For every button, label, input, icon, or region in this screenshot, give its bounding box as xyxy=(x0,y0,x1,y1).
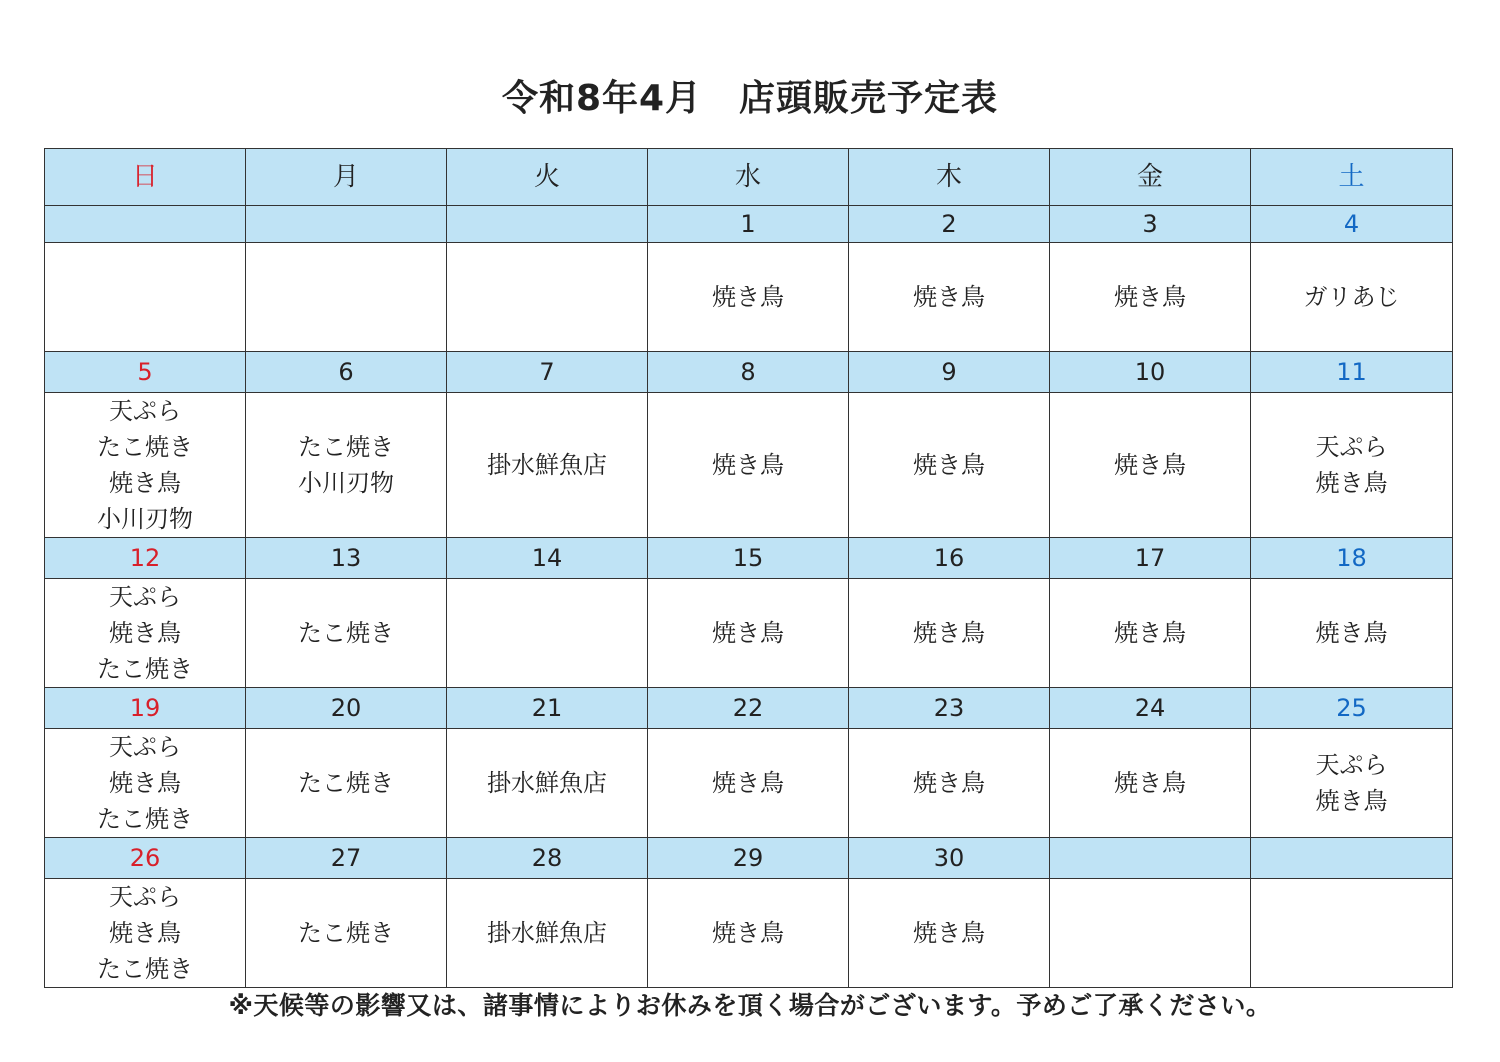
date-cell: 10 xyxy=(1050,352,1251,393)
event-cell xyxy=(1251,393,1453,538)
date-cell: 17 xyxy=(1050,538,1251,579)
event-item: 天ぷら xyxy=(1315,751,1388,779)
date-cell: 11 xyxy=(1251,352,1453,393)
event-cell xyxy=(849,393,1050,538)
events-row xyxy=(45,879,1453,988)
date-cell: 18 xyxy=(1251,538,1453,579)
date-cell xyxy=(447,206,648,243)
date-cell: 29 xyxy=(648,838,849,879)
date-cell: 28 xyxy=(447,838,648,879)
date-cell: 15 xyxy=(648,538,849,579)
date-cell: 7 xyxy=(447,352,648,393)
event-item: たこ焼き xyxy=(97,655,193,683)
date-cell: 16 xyxy=(849,538,1050,579)
event-cell xyxy=(1050,243,1251,352)
event-cell xyxy=(1050,879,1251,988)
event-item: たこ焼き xyxy=(97,433,193,461)
date-cell: 30 xyxy=(849,838,1050,879)
date-cell: 26 xyxy=(45,838,246,879)
event-item: たこ焼き xyxy=(298,433,394,461)
event-item: 小川刃物 xyxy=(97,505,193,533)
date-cell: 27 xyxy=(246,838,447,879)
event-cell xyxy=(246,579,447,688)
event-cell xyxy=(849,729,1050,838)
event-cell xyxy=(447,243,648,352)
calendar-body xyxy=(45,149,1453,988)
event-item: 焼き鳥 xyxy=(109,619,181,647)
event-item: 天ぷら xyxy=(109,883,181,911)
event-item: 焼き鳥 xyxy=(1114,451,1186,479)
date-cell xyxy=(1050,838,1251,879)
event-item: 焼き鳥 xyxy=(1114,769,1186,797)
event-item: 焼き鳥 xyxy=(913,283,985,311)
event-cell xyxy=(447,879,648,988)
event-item: たこ焼き xyxy=(97,955,193,983)
weekday-header-fri: 金 xyxy=(1050,149,1251,206)
weekday-header-sun: 日 xyxy=(45,149,246,206)
event-item: 焼き鳥 xyxy=(712,919,784,947)
event-cell xyxy=(648,243,849,352)
event-item: たこ焼き xyxy=(97,805,193,833)
event-item: 焼き鳥 xyxy=(712,769,784,797)
page-title: 令和8年4月 店頭販売予定表 xyxy=(501,78,999,119)
event-item: 掛水鮮魚店 xyxy=(487,451,607,479)
schedule-calendar xyxy=(44,148,1453,988)
date-row xyxy=(45,538,1453,579)
event-cell xyxy=(1251,579,1453,688)
event-cell xyxy=(648,393,849,538)
date-cell: 24 xyxy=(1050,688,1251,729)
weekday-header-thu: 木 xyxy=(849,149,1050,206)
event-cell xyxy=(1050,579,1251,688)
event-cell xyxy=(1050,393,1251,538)
event-cell xyxy=(648,729,849,838)
event-cell xyxy=(246,879,447,988)
event-cell xyxy=(849,879,1050,988)
event-item: 焼き鳥 xyxy=(913,451,985,479)
event-cell xyxy=(45,879,246,988)
weekday-header-row xyxy=(45,149,1453,206)
event-item: 焼き鳥 xyxy=(1315,787,1388,815)
event-cell xyxy=(447,393,648,538)
event-item: 焼き鳥 xyxy=(109,469,181,497)
event-item: たこ焼き xyxy=(298,919,394,947)
events-row xyxy=(45,243,1453,352)
event-item: 焼き鳥 xyxy=(109,919,181,947)
event-item: 掛水鮮魚店 xyxy=(487,919,607,947)
event-item: 焼き鳥 xyxy=(1315,469,1388,497)
date-cell xyxy=(246,206,447,243)
weekday-header-tue: 火 xyxy=(447,149,648,206)
date-row xyxy=(45,352,1453,393)
event-item: 焼き鳥 xyxy=(109,769,181,797)
event-cell xyxy=(246,393,447,538)
event-cell xyxy=(447,729,648,838)
date-cell: 23 xyxy=(849,688,1050,729)
event-item: 焼き鳥 xyxy=(1114,619,1186,647)
events-row xyxy=(45,393,1453,538)
date-cell: 1 xyxy=(648,206,849,243)
events-row xyxy=(45,579,1453,688)
date-cell: 22 xyxy=(648,688,849,729)
date-cell: 25 xyxy=(1251,688,1453,729)
date-cell: 8 xyxy=(648,352,849,393)
event-cell xyxy=(1251,879,1453,988)
event-cell xyxy=(1251,243,1453,352)
event-cell xyxy=(246,243,447,352)
date-cell: 6 xyxy=(246,352,447,393)
event-item: 天ぷら xyxy=(109,733,181,761)
event-cell xyxy=(1050,729,1251,838)
date-cell: 21 xyxy=(447,688,648,729)
event-item: 焼き鳥 xyxy=(913,919,985,947)
date-cell: 20 xyxy=(246,688,447,729)
weekday-header-sat: 土 xyxy=(1251,149,1453,206)
date-cell: 3 xyxy=(1050,206,1251,243)
event-cell xyxy=(1251,729,1453,838)
event-item: 焼き鳥 xyxy=(913,769,985,797)
date-cell: 9 xyxy=(849,352,1050,393)
event-item: 焼き鳥 xyxy=(1114,283,1186,311)
event-item: 焼き鳥 xyxy=(712,283,784,311)
weekday-header-mon: 月 xyxy=(246,149,447,206)
event-cell xyxy=(45,579,246,688)
event-item: 焼き鳥 xyxy=(712,451,784,479)
event-item: ガリあじ xyxy=(1303,283,1400,311)
event-item: 天ぷら xyxy=(109,397,181,425)
event-cell xyxy=(45,243,246,352)
event-cell xyxy=(648,579,849,688)
event-item: たこ焼き xyxy=(298,619,394,647)
event-cell xyxy=(45,729,246,838)
event-cell xyxy=(849,579,1050,688)
event-item: 小川刃物 xyxy=(298,469,394,497)
date-cell: 5 xyxy=(45,352,246,393)
date-cell: 19 xyxy=(45,688,246,729)
event-cell xyxy=(246,729,447,838)
date-cell xyxy=(45,206,246,243)
event-cell xyxy=(648,879,849,988)
date-cell: 13 xyxy=(246,538,447,579)
event-item: 天ぷら xyxy=(1315,433,1388,461)
date-row xyxy=(45,206,1453,243)
event-item: たこ焼き xyxy=(298,769,394,797)
date-row xyxy=(45,688,1453,729)
event-cell xyxy=(447,579,648,688)
event-cell xyxy=(45,393,246,538)
event-item: 焼き鳥 xyxy=(913,619,985,647)
event-item: 焼き鳥 xyxy=(1315,619,1388,647)
event-item: 焼き鳥 xyxy=(712,619,784,647)
weekday-header-wed: 水 xyxy=(648,149,849,206)
footnote: ※天候等の影響又は、諸事情によりお休みを頂く場合がございます。予めご了承ください。 xyxy=(228,991,1272,1020)
event-item: 天ぷら xyxy=(109,583,181,611)
date-cell: 4 xyxy=(1251,206,1453,243)
date-cell: 14 xyxy=(447,538,648,579)
date-cell: 12 xyxy=(45,538,246,579)
event-item: 掛水鮮魚店 xyxy=(487,769,607,797)
event-cell xyxy=(849,243,1050,352)
date-row xyxy=(45,838,1453,879)
date-cell xyxy=(1251,838,1453,879)
date-cell: 2 xyxy=(849,206,1050,243)
events-row xyxy=(45,729,1453,838)
